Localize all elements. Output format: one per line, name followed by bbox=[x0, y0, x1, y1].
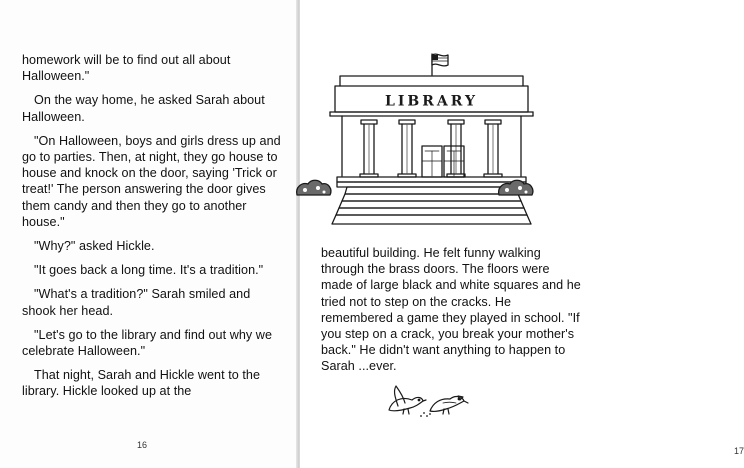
paragraph: "Why?" asked Hickle. bbox=[34, 239, 155, 254]
right-page-text bbox=[321, 245, 583, 383]
left-page-text bbox=[22, 52, 284, 408]
paragraph: On the way home, he asked Sarah about Halloween. bbox=[22, 93, 265, 124]
paragraph: beautiful building. He felt funny walking through the brass doors. The floors were made of large black and white squares and he tried not to step on the cracks. He remembered a game they played in school. "If you step on a crack, you break your mother's back." He didn't want anything to happen to Sarah ...ever. bbox=[321, 246, 581, 374]
front-steps bbox=[332, 177, 531, 224]
paragraph: "What's a tradition?" Sarah smiled and shook her head. bbox=[22, 287, 251, 318]
library-doors bbox=[422, 146, 464, 177]
page-number-right: 17 bbox=[734, 446, 744, 456]
bird-icon bbox=[389, 386, 426, 414]
seed-dots bbox=[420, 412, 431, 417]
page-number-left: 16 bbox=[137, 440, 148, 450]
birds-illustration bbox=[380, 383, 470, 419]
paragraph: That night, Sarah and Hickle went to the library. Hickle looked up at the bbox=[22, 368, 261, 399]
paragraph: "Let's go to the library and find out why we celebrate Halloween." bbox=[22, 327, 272, 359]
column bbox=[398, 120, 416, 177]
paragraph: homework will be to find out all about Halloween." bbox=[22, 53, 231, 84]
column bbox=[447, 120, 465, 177]
bird-icon bbox=[430, 396, 468, 414]
bush-left bbox=[297, 180, 331, 195]
library-building-illustration bbox=[285, 48, 545, 240]
flag-icon bbox=[432, 54, 448, 75]
column bbox=[360, 120, 378, 177]
column bbox=[484, 120, 502, 177]
paragraph: "On Halloween, boys and girls dress up and go to parties. Then, at night, they go house to house and knock on the door, saying 'Trick or treat!' The person answering the door gives them candy and then they go to another house." bbox=[22, 133, 281, 229]
paragraph: "It goes back a long time. It's a tradition." bbox=[34, 263, 264, 278]
library-sign-text: LIBRARY bbox=[385, 93, 478, 110]
left-page bbox=[0, 0, 298, 468]
